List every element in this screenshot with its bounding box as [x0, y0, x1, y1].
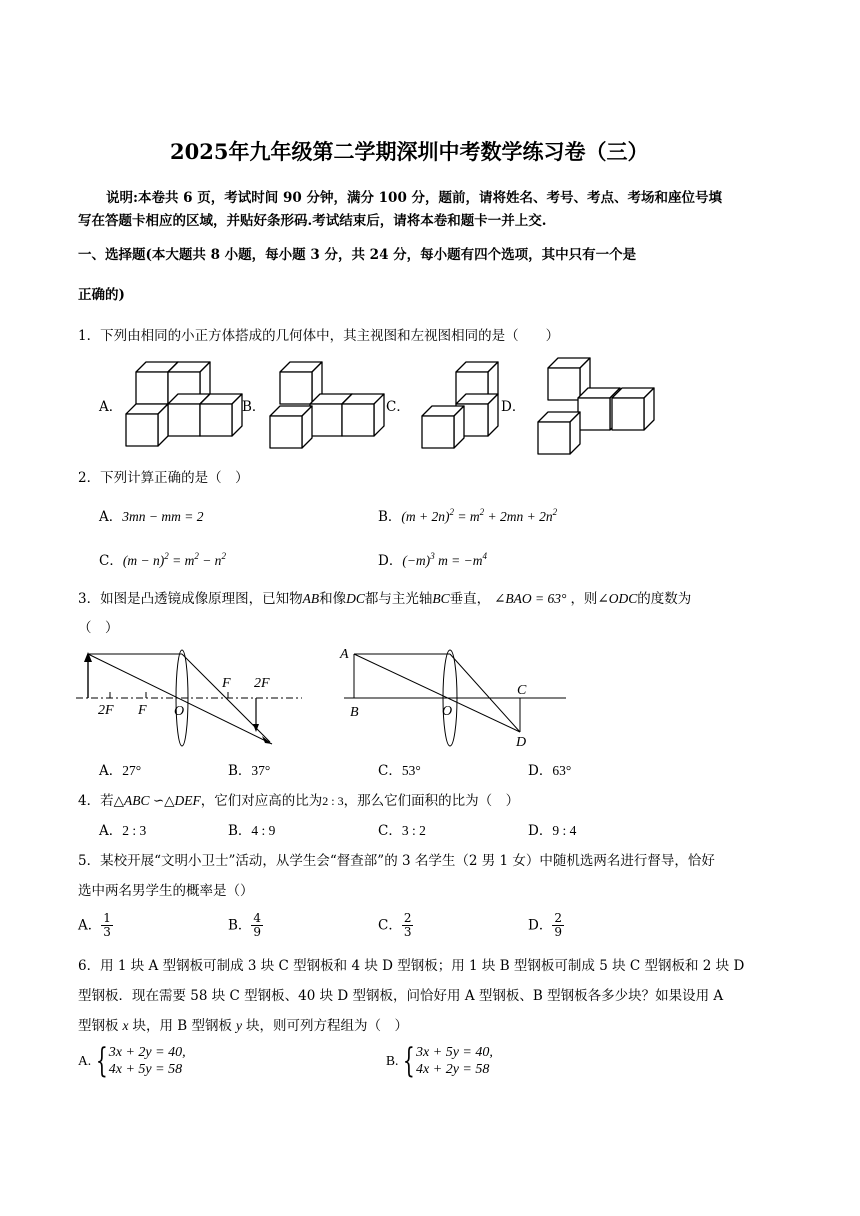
q5-option-d: D． $\frac{2}{9}$ — [528, 911, 562, 939]
q2-option-c-expr: $(m - n)^2 = m^2 - n^2$ — [122, 551, 226, 568]
section-heading-line-2: 正确的) — [78, 287, 125, 303]
q4-option-c: C．3 : 2 — [378, 823, 426, 839]
question-4-stem: 4．若△ABC ∽△DEF，它们对应高的比为2 : 3，那么它们面积的比为（ ） — [78, 793, 520, 809]
question-6-line-3: 型钢板 x 块，用 B 型钢板 y 块，则可列方程组为（ ） — [78, 1018, 409, 1034]
fig2-label-b: B — [350, 705, 359, 720]
q3-option-d: D．63° — [528, 763, 572, 779]
fig1-label-f-top: F — [222, 676, 231, 691]
page-title: 2025年九年级第二学期深圳中考数学练习卷（三） — [170, 139, 649, 164]
q2-option-b-expr: $(m + 2n)^2 = m^2 + 2mn + 2n^2$ — [401, 507, 558, 524]
q2-option-c-label: C． — [99, 553, 123, 569]
fig1-label-2f-bottom: 2F — [98, 703, 114, 718]
q6-option-b: B. { 3x + 5y = 40, 4x + 2y = 58 — [386, 1041, 493, 1081]
q1-option-b-label: B． — [242, 399, 266, 415]
question-6-line-1: 6．用 1 块 A 型钢板可制成 3 块 C 型钢板和 4 块 D 型钢板；用 1 块 B 型钢板可制成 5 块 C 型钢板和 2 块 D — [78, 958, 745, 974]
fig1-label-f-bottom: F — [138, 703, 147, 718]
q5-option-a: A． $\frac{1}{3}$ — [78, 911, 111, 939]
q2-option-a — [99, 507, 203, 527]
fig2-label-o: O — [442, 704, 453, 719]
q5-option-c: C． $\frac{2}{3}$ — [378, 911, 412, 939]
q3-option-a: A．27° — [99, 763, 142, 779]
q2-option-b — [378, 507, 557, 527]
q4-option-b: B．4 : 9 — [228, 823, 276, 839]
q2-option-a-label: A． — [99, 509, 123, 525]
question-2-stem: 2．下列计算正确的是（ ） — [78, 470, 249, 486]
fig1-label-2f-top: 2F — [254, 676, 270, 691]
question-3-stem-line-2: （ ） — [78, 620, 119, 636]
fig2-label-d: D — [516, 735, 527, 750]
q3-option-c: C．53° — [378, 763, 421, 779]
q2-option-d-expr: $(-m)^3$ $m = -m^4$ — [402, 551, 488, 568]
q6-option-a: A. { 3x + 2y = 40, 4x + 5y = 58 — [78, 1041, 186, 1081]
question-3-stem: 3．如图是凸透镜成像原理图，已知物AB和像DC都与主光轴BC垂直， ∠BAO = 63° ，则∠ODC的度数为 — [78, 591, 692, 607]
q2-option-d — [378, 551, 487, 571]
question-6-line-2: 型钢板．现在需要 58 块 C 型钢板、40 块 D 型钢板，问恰好用 A 型钢板、B 型钢板各多少块？如果设用 A — [78, 988, 724, 1004]
q1-option-c-label: C． — [386, 399, 410, 415]
section-heading-line-1: 一、选择题(本大题共 8 小题，每小题 3 分，共 24 分，每小题有四个选项，其中只有一个是 — [78, 247, 637, 263]
q3-option-b: B．37° — [228, 763, 271, 779]
q5-option-b: B． $\frac{4}{9}$ — [228, 911, 262, 939]
q2-option-a-expr: 3mn − mm = 2 — [122, 509, 204, 524]
fig1-label-o: O — [174, 704, 185, 719]
instructions-line-2: 写在答题卡相应的区域，并贴好条形码.考试结束后，请将本卷和题卡一并上交. — [78, 213, 547, 229]
q2-option-d-label: D． — [378, 553, 403, 569]
q2-option-c — [99, 551, 226, 571]
lens-figure-1 — [74, 640, 306, 752]
lens-figure-2 — [334, 640, 570, 752]
q1-cube-figures — [0, 0, 860, 470]
q1-option-a-label: A． — [99, 399, 123, 415]
q1-option-d-label: D． — [501, 399, 526, 415]
fig2-label-a: A — [340, 647, 349, 662]
question-5-line-2: 选中两名男学生的概率是（） — [78, 883, 254, 899]
q2-option-b-label: B． — [378, 509, 402, 525]
question-1-stem: 1．下列由相同的小正方体搭成的几何体中，其主视图和左视图相同的是（ ） — [78, 328, 560, 344]
fig2-label-c: C — [517, 683, 527, 698]
q4-option-a: A．2 : 3 — [99, 823, 147, 839]
question-5-line-1: 5．某校开展“文明小卫士”活动，从学生会“督查部”的 3 名学生（2 男 1 女）中随机选两名进行督导，恰好 — [78, 853, 715, 869]
instructions-line-1: 说明:本卷共 6 页，考试时间 90 分钟，满分 100 分，题前，请将姓名、考号、考点、考场和座位号填 — [106, 190, 723, 206]
q4-option-d: D．9 : 4 — [528, 823, 577, 839]
